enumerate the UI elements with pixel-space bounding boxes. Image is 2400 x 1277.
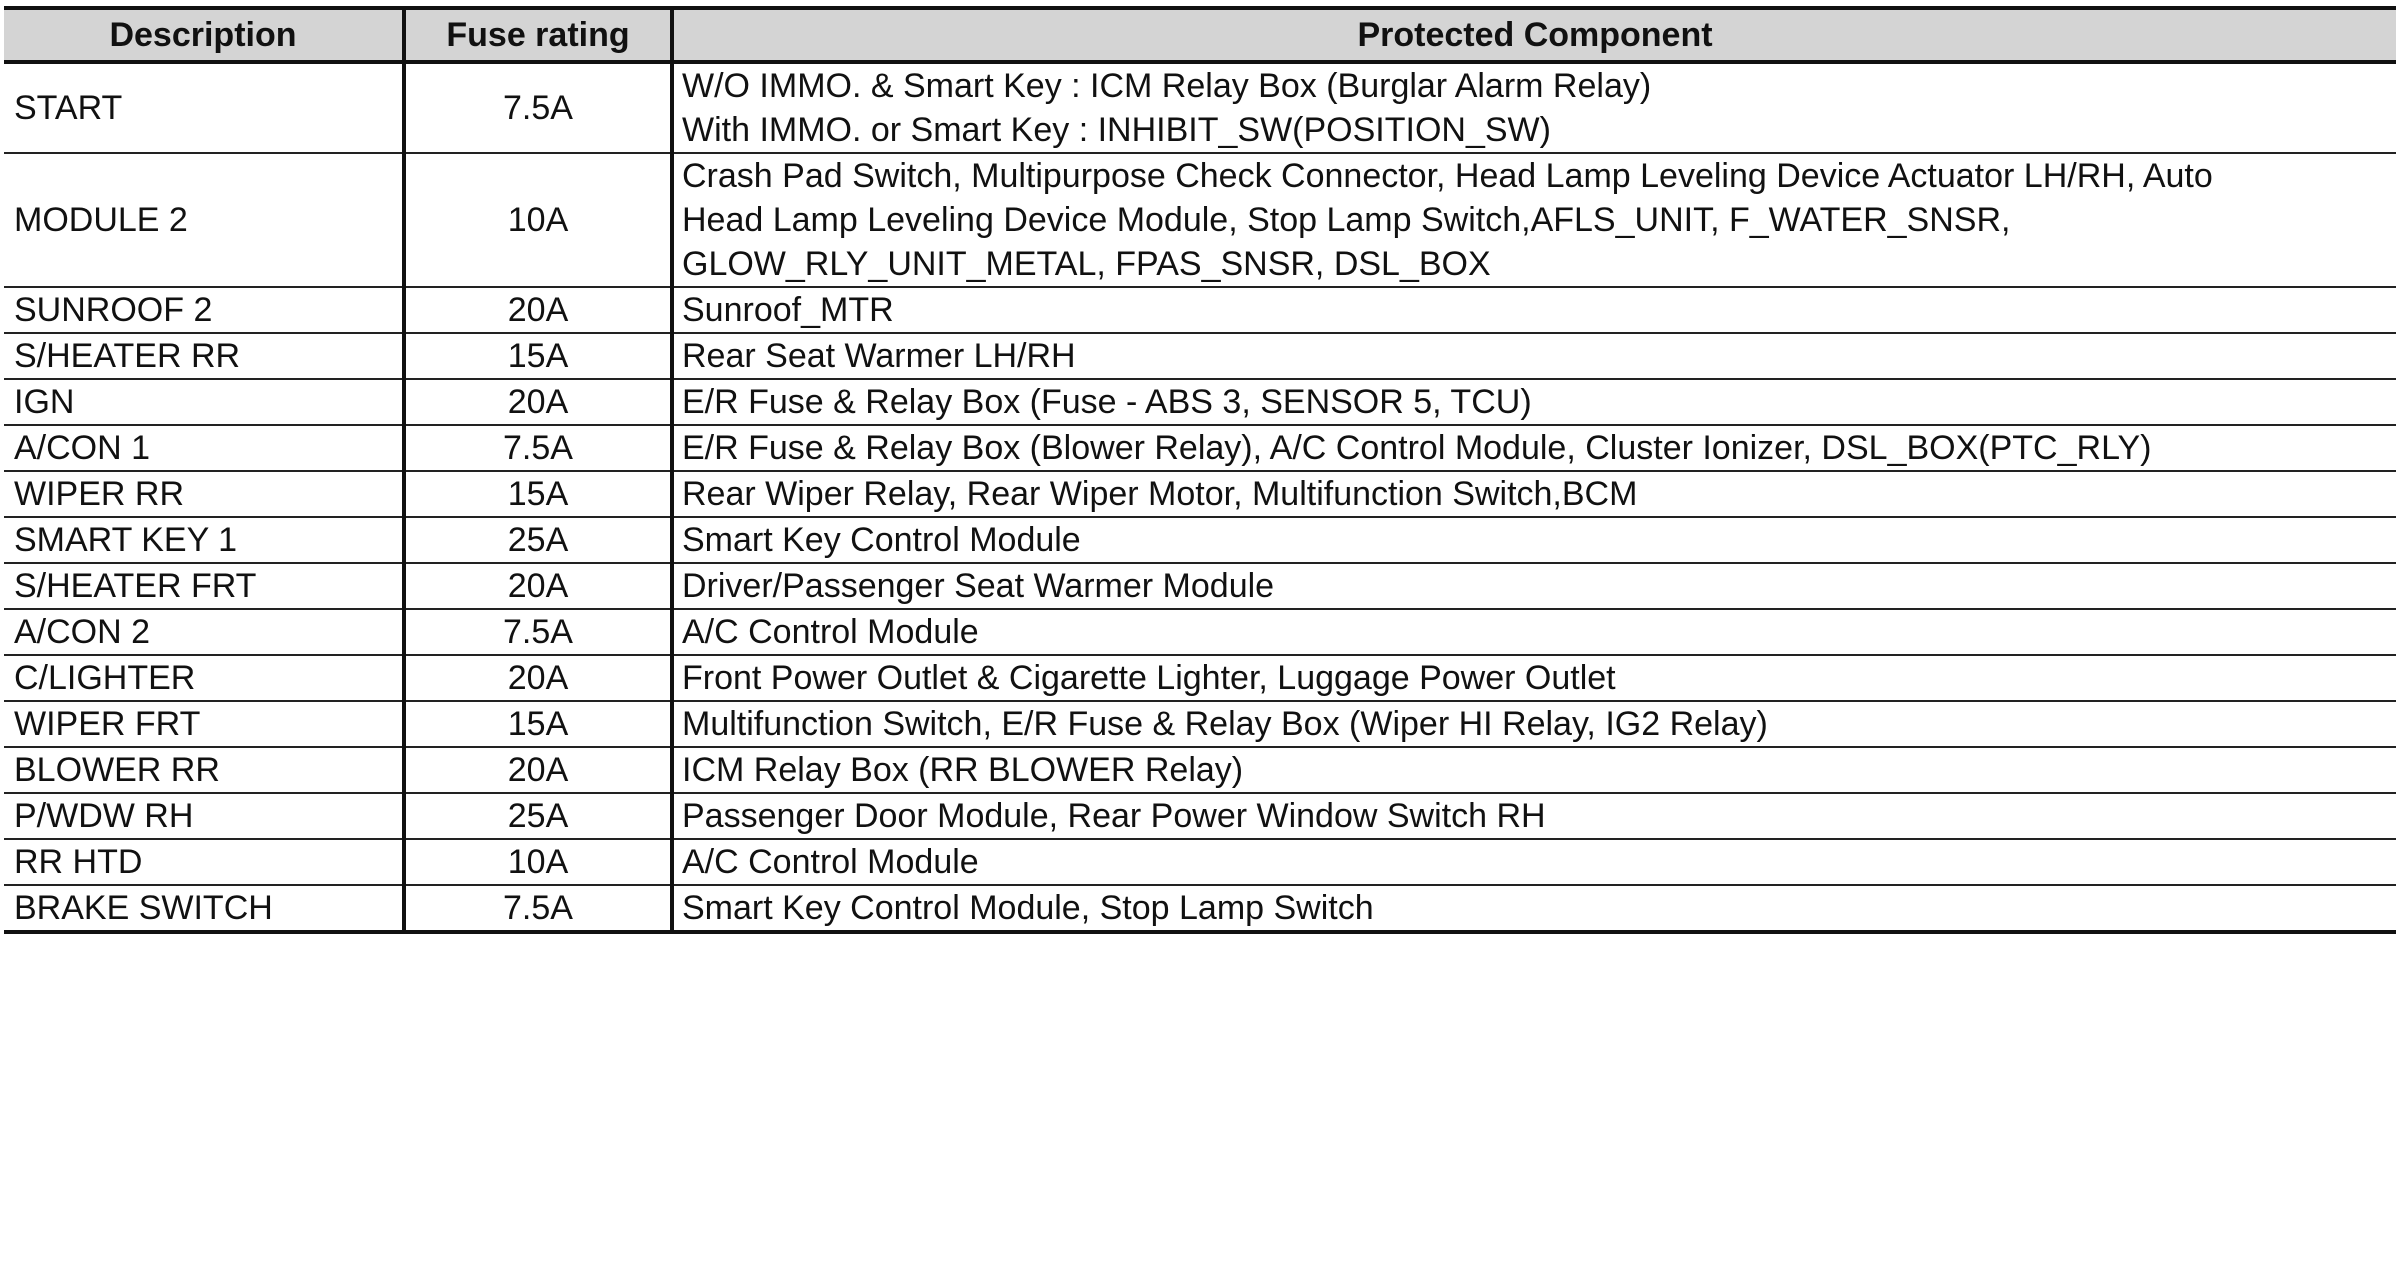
table-row	[4, 333, 2396, 379]
component-line: GLOW_RLY_UNIT_METAL, FPAS_SNSR, DSL_BOX	[682, 245, 1491, 283]
description-cell: C/LIGHTER	[4, 655, 404, 701]
description-cell: P/WDW RH	[4, 793, 404, 839]
fuse-rating-cell: 7.5A	[404, 609, 672, 655]
table-row	[4, 287, 2396, 333]
description-cell: RR HTD	[4, 839, 404, 885]
table-row	[4, 471, 2396, 517]
component-line: A/C Control Module	[682, 843, 979, 881]
fuse-rating-cell: 20A	[404, 655, 672, 701]
table-row	[4, 563, 2396, 609]
table-row	[4, 62, 2396, 153]
table-row	[4, 517, 2396, 563]
description-cell: BLOWER RR	[4, 747, 404, 793]
table-row	[4, 701, 2396, 747]
description-cell: A/CON 1	[4, 425, 404, 471]
component-line: Front Power Outlet & Cigarette Lighter, Luggage Power Outlet	[682, 659, 1616, 697]
description-cell: SUNROOF 2	[4, 287, 404, 333]
protected-component-cell	[672, 379, 2396, 425]
protected-component-cell	[672, 563, 2396, 609]
component-line: Sunroof_MTR	[682, 291, 894, 329]
table-row	[4, 425, 2396, 471]
fuse-rating-cell: 25A	[404, 517, 672, 563]
component-line: Crash Pad Switch, Multipurpose Check Connector, Head Lamp Leveling Device Actuator LH/RH, Auto	[682, 157, 2213, 195]
protected-component-cell	[672, 747, 2396, 793]
component-line: Rear Wiper Relay, Rear Wiper Motor, Multifunction Switch,BCM	[682, 475, 1638, 513]
protected-component-cell	[672, 153, 2396, 287]
description-cell: START	[4, 62, 404, 153]
fuse-rating-cell: 15A	[404, 333, 672, 379]
table-row	[4, 793, 2396, 839]
fuse-rating-cell: 15A	[404, 471, 672, 517]
fuse-rating-cell: 20A	[404, 747, 672, 793]
description-cell: S/HEATER FRT	[4, 563, 404, 609]
component-line: Smart Key Control Module	[682, 521, 1081, 559]
protected-component-cell	[672, 839, 2396, 885]
fuse-rating-cell: 15A	[404, 701, 672, 747]
table-row	[4, 655, 2396, 701]
description-cell: BRAKE SWITCH	[4, 885, 404, 932]
fuse-rating-cell: 20A	[404, 379, 672, 425]
table-row	[4, 839, 2396, 885]
component-line: ICM Relay Box (RR BLOWER Relay)	[682, 751, 1244, 789]
protected-component-cell	[672, 62, 2396, 153]
description-cell: A/CON 2	[4, 609, 404, 655]
fuse-table	[4, 6, 2396, 934]
header-row	[4, 8, 2396, 62]
description-cell: IGN	[4, 379, 404, 425]
description-cell: MODULE 2	[4, 153, 404, 287]
component-line: Driver/Passenger Seat Warmer Module	[682, 567, 1275, 605]
component-line: Head Lamp Leveling Device Module, Stop Lamp Switch,AFLS_UNIT, F_WATER_SNSR,	[682, 201, 2011, 239]
fuse-rating-cell: 10A	[404, 153, 672, 287]
protected-component-cell	[672, 517, 2396, 563]
description-cell: WIPER FRT	[4, 701, 404, 747]
description-cell: WIPER RR	[4, 471, 404, 517]
fuse-rating-cell: 7.5A	[404, 885, 672, 932]
protected-component-cell	[672, 425, 2396, 471]
header-description: Description	[4, 8, 404, 62]
component-line: With IMMO. or Smart Key : INHIBIT_SW(POSITION_SW)	[682, 111, 1551, 149]
fuse-rating-cell: 25A	[404, 793, 672, 839]
component-line: E/R Fuse & Relay Box (Blower Relay), A/C Control Module, Cluster Ionizer, DSL_BOX(PTC_RLY)	[682, 429, 2152, 467]
component-line: A/C Control Module	[682, 613, 979, 651]
table-row	[4, 379, 2396, 425]
table-row	[4, 885, 2396, 932]
header-protected-component: Protected Component	[672, 8, 2396, 62]
component-line: Passenger Door Module, Rear Power Window Switch RH	[682, 797, 1546, 835]
component-line: Rear Seat Warmer LH/RH	[682, 337, 1076, 375]
description-cell: S/HEATER RR	[4, 333, 404, 379]
fuse-rating-cell: 20A	[404, 287, 672, 333]
protected-component-cell	[672, 793, 2396, 839]
table-row	[4, 747, 2396, 793]
table-row	[4, 153, 2396, 287]
protected-component-cell	[672, 471, 2396, 517]
description-cell: SMART KEY 1	[4, 517, 404, 563]
component-line: W/O IMMO. & Smart Key : ICM Relay Box (Burglar Alarm Relay)	[682, 67, 1652, 105]
component-line: Smart Key Control Module, Stop Lamp Switch	[682, 889, 1374, 927]
protected-component-cell	[672, 333, 2396, 379]
fuse-rating-cell: 7.5A	[404, 62, 672, 153]
fuse-rating-cell: 20A	[404, 563, 672, 609]
protected-component-cell	[672, 885, 2396, 932]
protected-component-cell	[672, 609, 2396, 655]
component-line: Multifunction Switch, E/R Fuse & Relay Box (Wiper HI Relay, IG2 Relay)	[682, 705, 1768, 743]
protected-component-cell	[672, 655, 2396, 701]
protected-component-cell	[672, 287, 2396, 333]
table-row	[4, 609, 2396, 655]
table-body	[4, 62, 2396, 932]
component-line: E/R Fuse & Relay Box (Fuse - ABS 3, SENSOR 5, TCU)	[682, 383, 1532, 421]
fuse-rating-cell: 10A	[404, 839, 672, 885]
protected-component-cell	[672, 701, 2396, 747]
table-header	[4, 8, 2396, 62]
fuse-rating-cell: 7.5A	[404, 425, 672, 471]
header-fuse-rating: Fuse rating	[404, 8, 672, 62]
